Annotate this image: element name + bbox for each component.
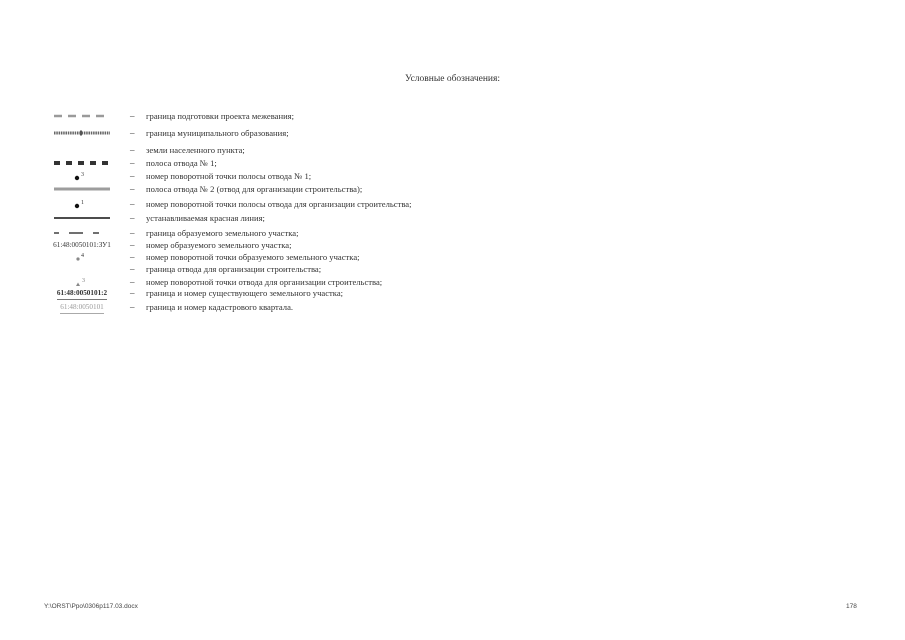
legend-dash: – [130,171,135,181]
construction-boundary-symbol [44,263,120,275]
page-number: 178 [846,603,857,610]
existing-plot-label: 61:48:0050101:2 [57,287,107,300]
settlement-lands-symbol [44,144,120,156]
legend-dash: – [130,184,135,194]
legend-row [0,212,905,224]
legend-row [0,263,905,275]
new-plot-number-symbol [44,239,120,251]
legend-dash: – [130,199,135,209]
legend-dash: – [130,264,135,274]
new-plot-turning-point-symbol [44,251,120,263]
existing-plot-symbol [44,287,120,299]
legend-text: полоса отвода № 2 (отвод для организации строительства); [146,184,363,194]
new-plot-boundary-symbol [44,227,120,239]
legend-dash: – [130,252,135,262]
legend-text: номер образуемого земельного участка; [146,240,292,250]
footer-file-path: Y:\ORST\Ppo\0306p117.03.docx [44,603,138,610]
new-plot-number-label: 61:48:0050101:ЗУ1 [53,241,111,249]
legend-row [0,110,905,122]
legend-text: номер поворотной точки отвода для организации строительства; [146,277,383,287]
legend-dash: – [130,277,135,287]
legend-dash: – [130,158,135,168]
legend-row [0,198,905,210]
legend-text: граница муниципального образования; [146,128,289,138]
turning-point-number: 1 [81,200,84,206]
legend-row [0,170,905,182]
legend-text: граница образуемого земельного участка; [146,228,299,238]
legend-text: номер поворотной точки полосы отвода № 1; [146,171,312,181]
right-of-way-2-symbol [44,183,120,195]
legend-row [0,251,905,263]
project-boundary-symbol [44,110,120,122]
legend-dash: – [130,145,135,155]
red-line-symbol [44,212,120,224]
legend-row [0,144,905,156]
legend-text: граница отвода для организации строительства; [146,264,322,274]
legend-dash: – [130,213,135,223]
legend-text: граница и номер кадастрового квартала. [146,302,294,312]
cadastral-quarter-symbol [44,301,120,313]
legend-text: устанавливаемая красная линия; [146,213,265,223]
legend-dash: – [130,111,135,121]
cadastral-quarter-label: 61:48:0050101 [60,301,104,314]
turning-point-1-symbol [44,170,120,182]
legend-row [0,183,905,195]
legend-row [0,239,905,251]
legend-row [0,157,905,169]
legend-text: полоса отвода № 1; [146,158,217,168]
turning-point-number: 4 [81,253,84,259]
legend-dash: – [130,302,135,312]
legend-dash: – [130,288,135,298]
legend-row [0,127,905,139]
legend-text: номер поворотной точки образуемого земельного участка; [146,252,360,262]
legend-dash: – [130,228,135,238]
legend-text: граница и номер существующего земельного участка; [146,288,344,298]
legend-text: граница подготовки проекта межевания; [146,111,295,121]
right-of-way-1-symbol [44,157,120,169]
legend-row [0,301,905,313]
legend-row [0,227,905,239]
legend-dash: – [130,240,135,250]
legend-row [0,287,905,299]
legend-text: номер поворотной точки полосы отвода для организации строительства; [146,199,412,209]
legend-title: Условные обозначения: [404,74,500,84]
construction-turning-point-symbol [44,198,120,210]
turning-point-number: 3 [82,278,85,284]
legend-dash: – [130,128,135,138]
municipal-boundary-symbol [44,127,120,139]
turning-point-number: 3 [81,172,84,178]
legend-text: земли населенного пункта; [146,145,245,155]
